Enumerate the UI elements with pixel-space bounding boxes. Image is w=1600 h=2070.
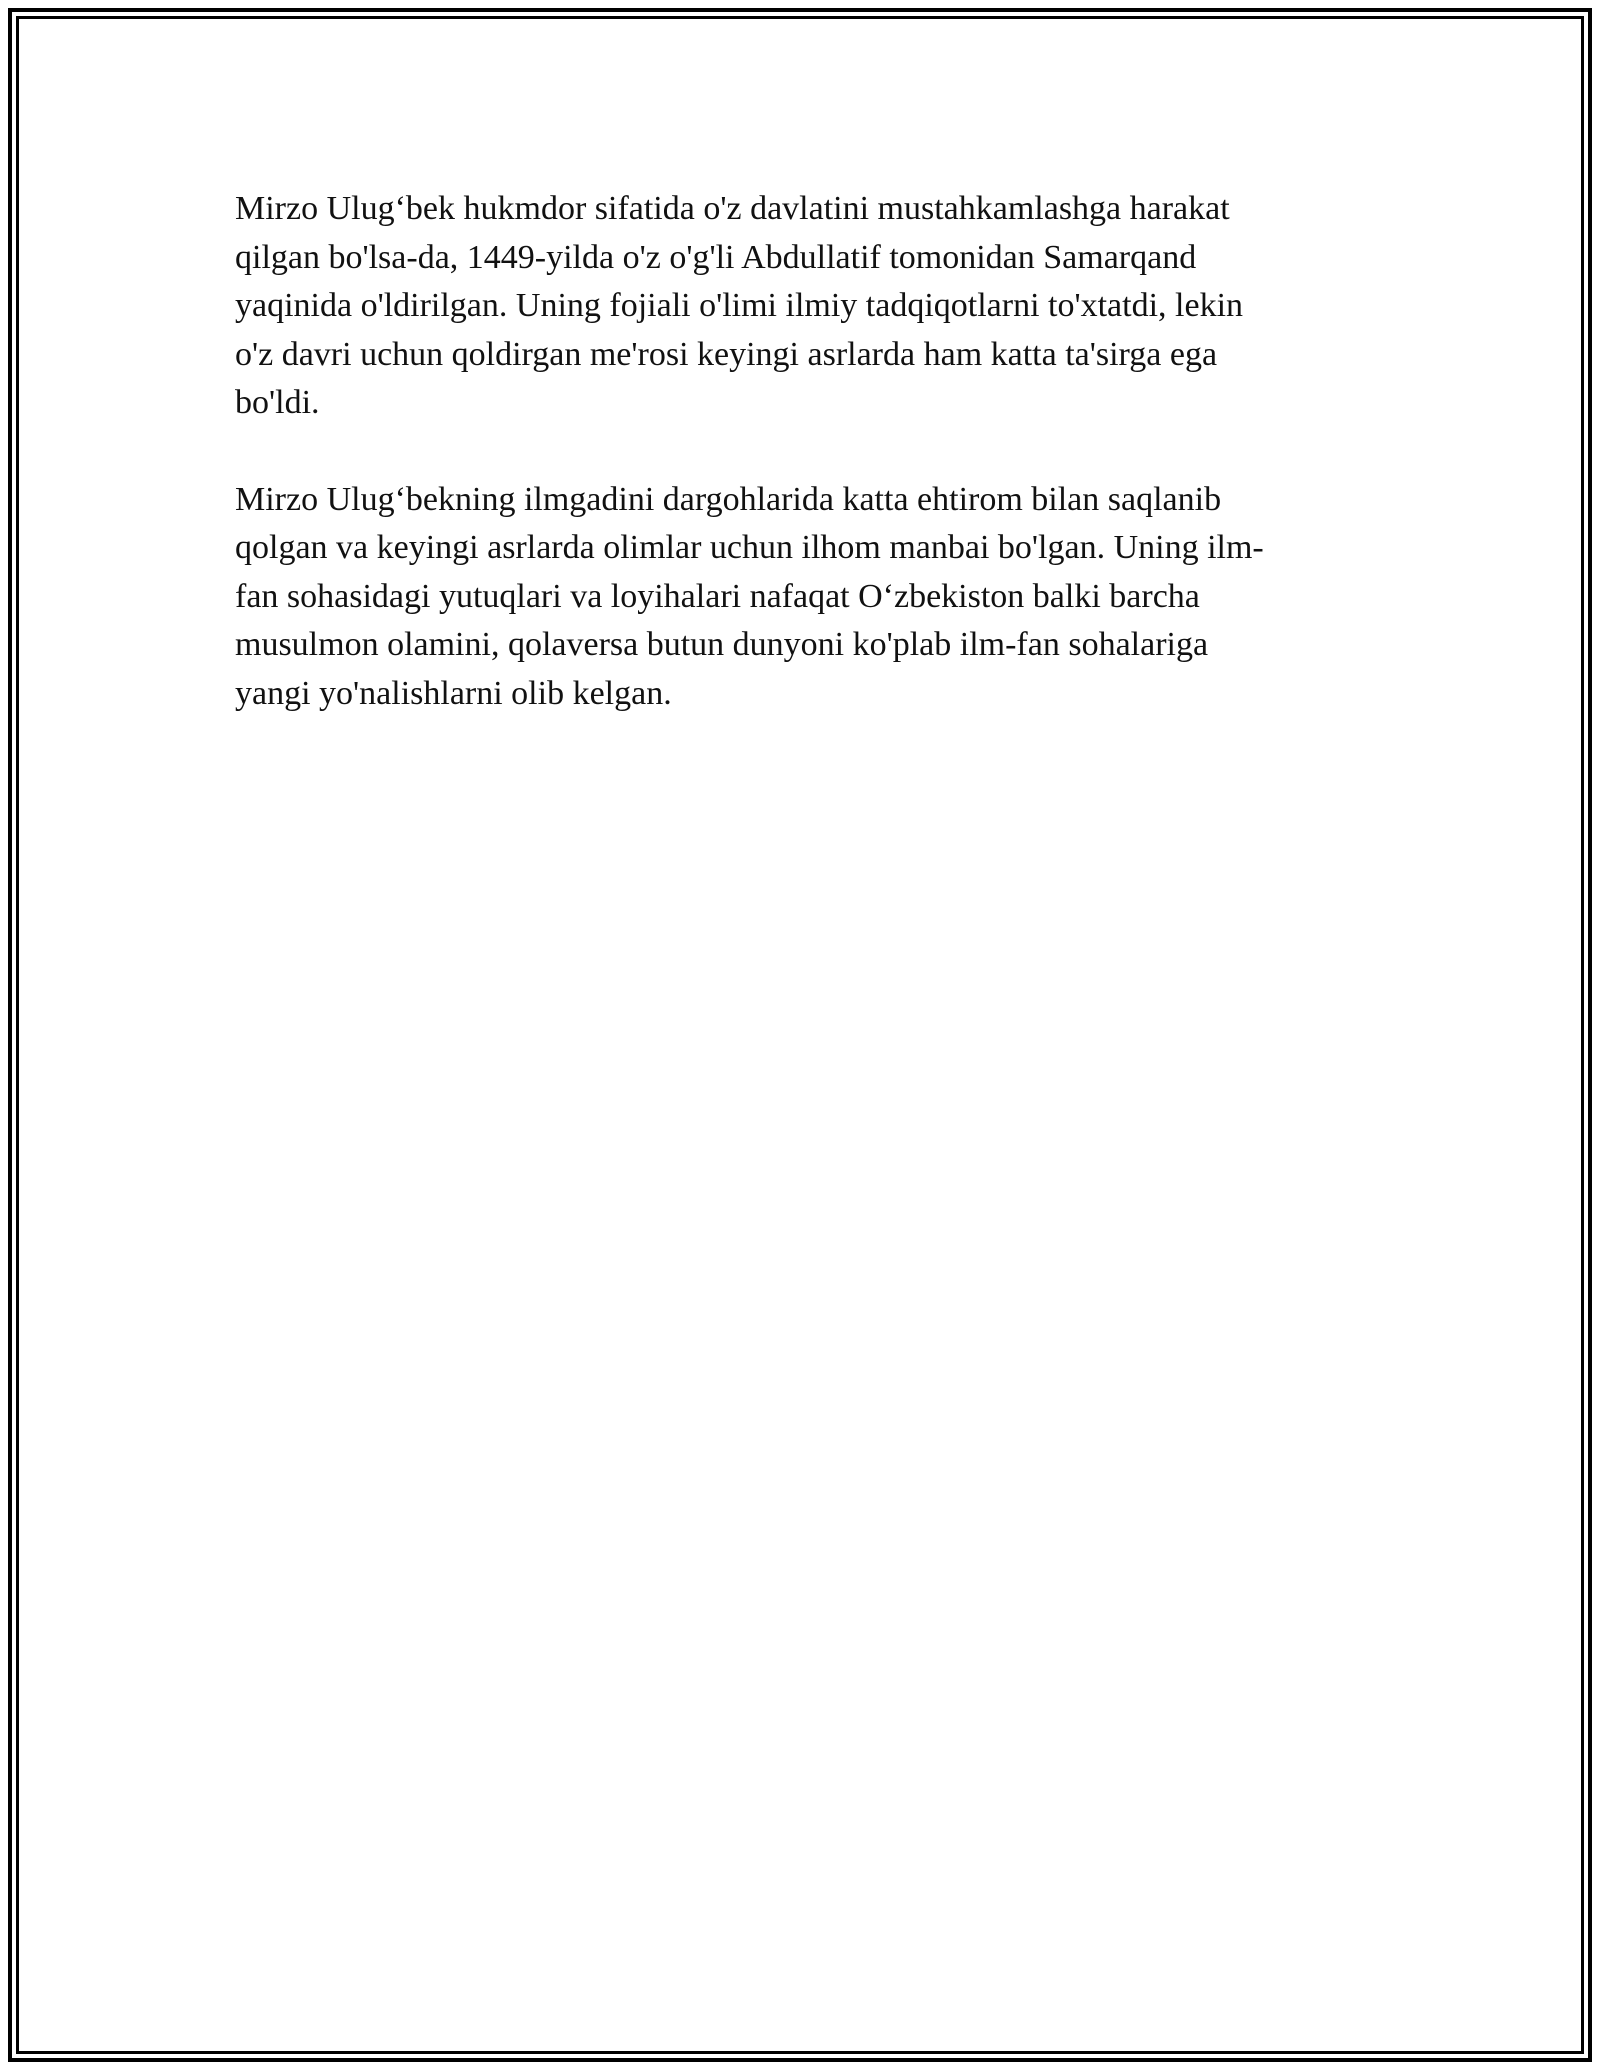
document-body — [235, 185, 1355, 766]
paragraph-1: Mirzo Ulug‘bek hukmdor sifatida o'z davlatini mustahkamlashga harakat qilgan bo'lsa-da, 1449-yilda o'z o'g'li Abdullatif tomonidan Samarqand yaqinida o'ldirilgan. Uning fojiali o'limi ilmiy tadqiqotlarni to'xtatdi, lekin o'z davri uchun qoldirgan me'rosi keyingi asrlarda ham katta ta'sirga ega bo'ldi. — [235, 190, 1244, 421]
paragraph-2: Mirzo Ulug‘bekning ilmgadini dargohlarida katta ehtirom bilan saqlanib qolgan va keyingi asrlarda olimlar uchun ilhom manbai bo'lgan. Uning ilm- fan sohasidagi yutuqlari va loyihalari nafaqat O‘zbekiston balki barcha musulmon olamini, qolaversa butun dunyoni ko'plab ilm-fan sohalariga yangi yo'nalishlarni olib kelgan. — [235, 480, 1264, 712]
